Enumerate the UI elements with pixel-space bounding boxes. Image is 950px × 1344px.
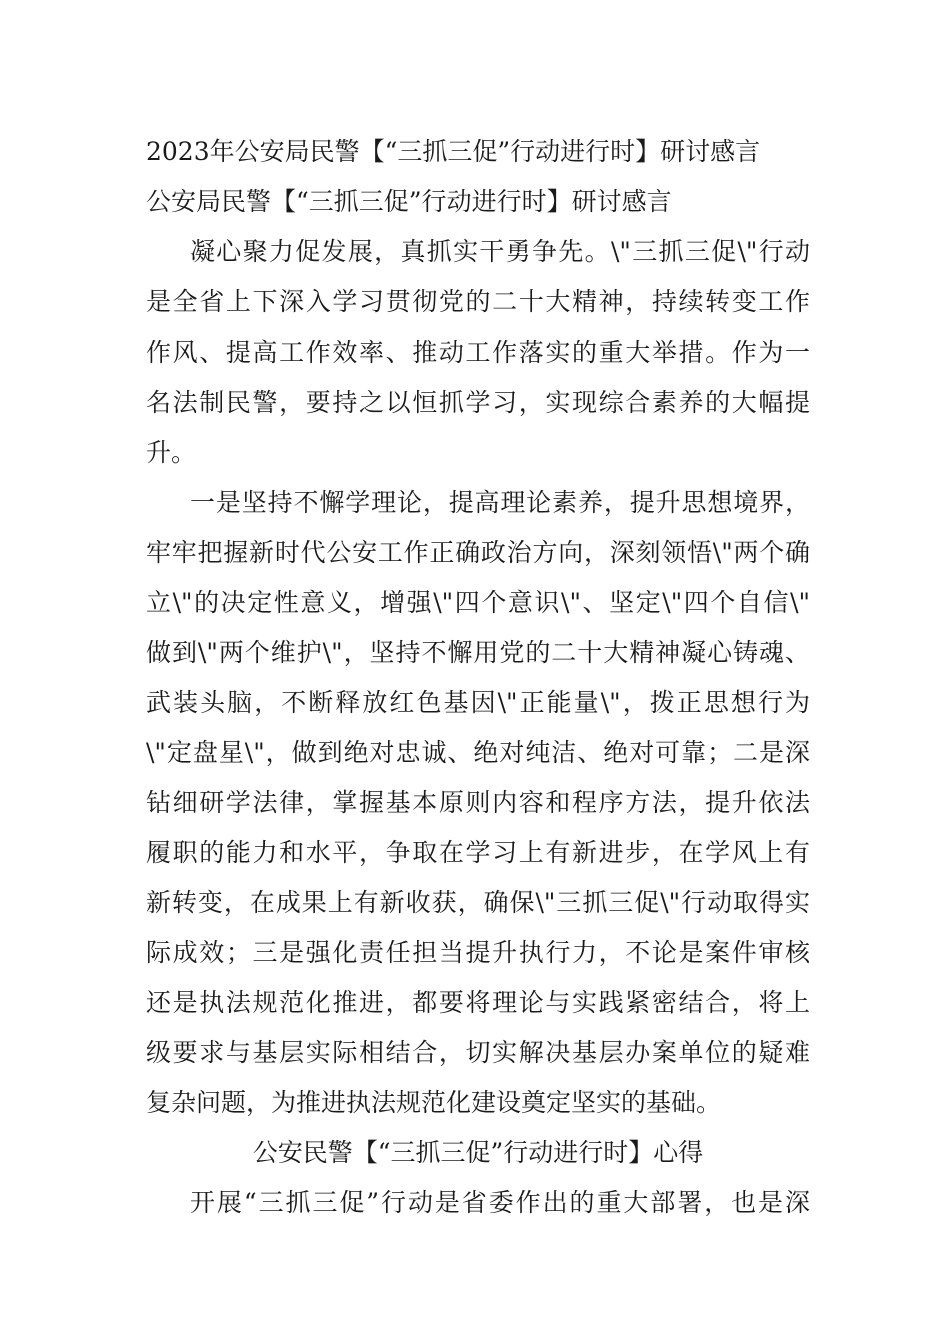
paragraph-line: 名法制民警，要持之以恒抓学习，实现综合素养的大幅提: [146, 388, 810, 417]
paragraph-line: 武装头脑，不断释放红色基因\"正能量\"，拨正思想行为: [146, 688, 810, 717]
paragraph-line: 一是坚持不懈学理论，提高理论素养，提升思想境界，: [190, 488, 810, 517]
document-title: 2023年公安局民警【“三抓三促”行动进行时】研讨感言: [146, 137, 761, 166]
paragraph-line: 做到\"两个维护\"，坚持不懈用党的二十大精神凝心铸魂、: [146, 638, 810, 667]
paragraph-line: 新转变，在成果上有新收获，确保\"三抓三促\"行动取得实: [146, 888, 810, 917]
paragraph-line: 履职的能力和水平，争取在学习上有新进步，在学风上有: [146, 838, 810, 867]
paragraph-line: 级要求与基层实际相结合，切实解决基层办案单位的疑难: [146, 1038, 810, 1067]
paragraph-line: 立\"的决定性意义，增强\"四个意识\"、坚定\"四个自信\": [146, 588, 810, 617]
paragraph-line: 开展“三抓三促”行动是省委作出的重大部署，也是深: [190, 1188, 810, 1217]
paragraph-line: 复杂问题，为推进执法规范化建设奠定坚实的基础。: [146, 1088, 722, 1117]
paragraph-line: 际成效；三是强化责任担当提升执行力，不论是案件审核: [146, 938, 810, 967]
paragraph-line: \"定盘星\"，做到绝对忠诚、绝对纯洁、绝对可靠；二是深: [146, 738, 810, 767]
paragraph-line: 凝心聚力促发展，真抓实干勇争先。\"三抓三促\"行动: [190, 237, 810, 266]
section-heading: 公安民警【“三抓三促”行动进行时】心得: [252, 1138, 704, 1167]
paragraph-line: 作风、提高工作效率、推动工作落实的重大举措。作为一: [146, 338, 810, 367]
document-subtitle: 公安局民警【“三抓三促”行动进行时】研讨感言: [146, 187, 672, 216]
paragraph-line: 钻细研学法律，掌握基本原则内容和程序方法，提升依法: [146, 788, 810, 817]
paragraph-line: 是全省上下深入学习贯彻党的二十大精神，持续转变工作: [146, 287, 810, 316]
paragraph-line: 升。: [146, 438, 197, 467]
paragraph-line: 牢牢把握新时代公安工作正确政治方向，深刻领悟\"两个确: [146, 538, 810, 567]
paragraph-line: 还是执法规范化推进，都要将理论与实践紧密结合，将上: [146, 988, 810, 1017]
